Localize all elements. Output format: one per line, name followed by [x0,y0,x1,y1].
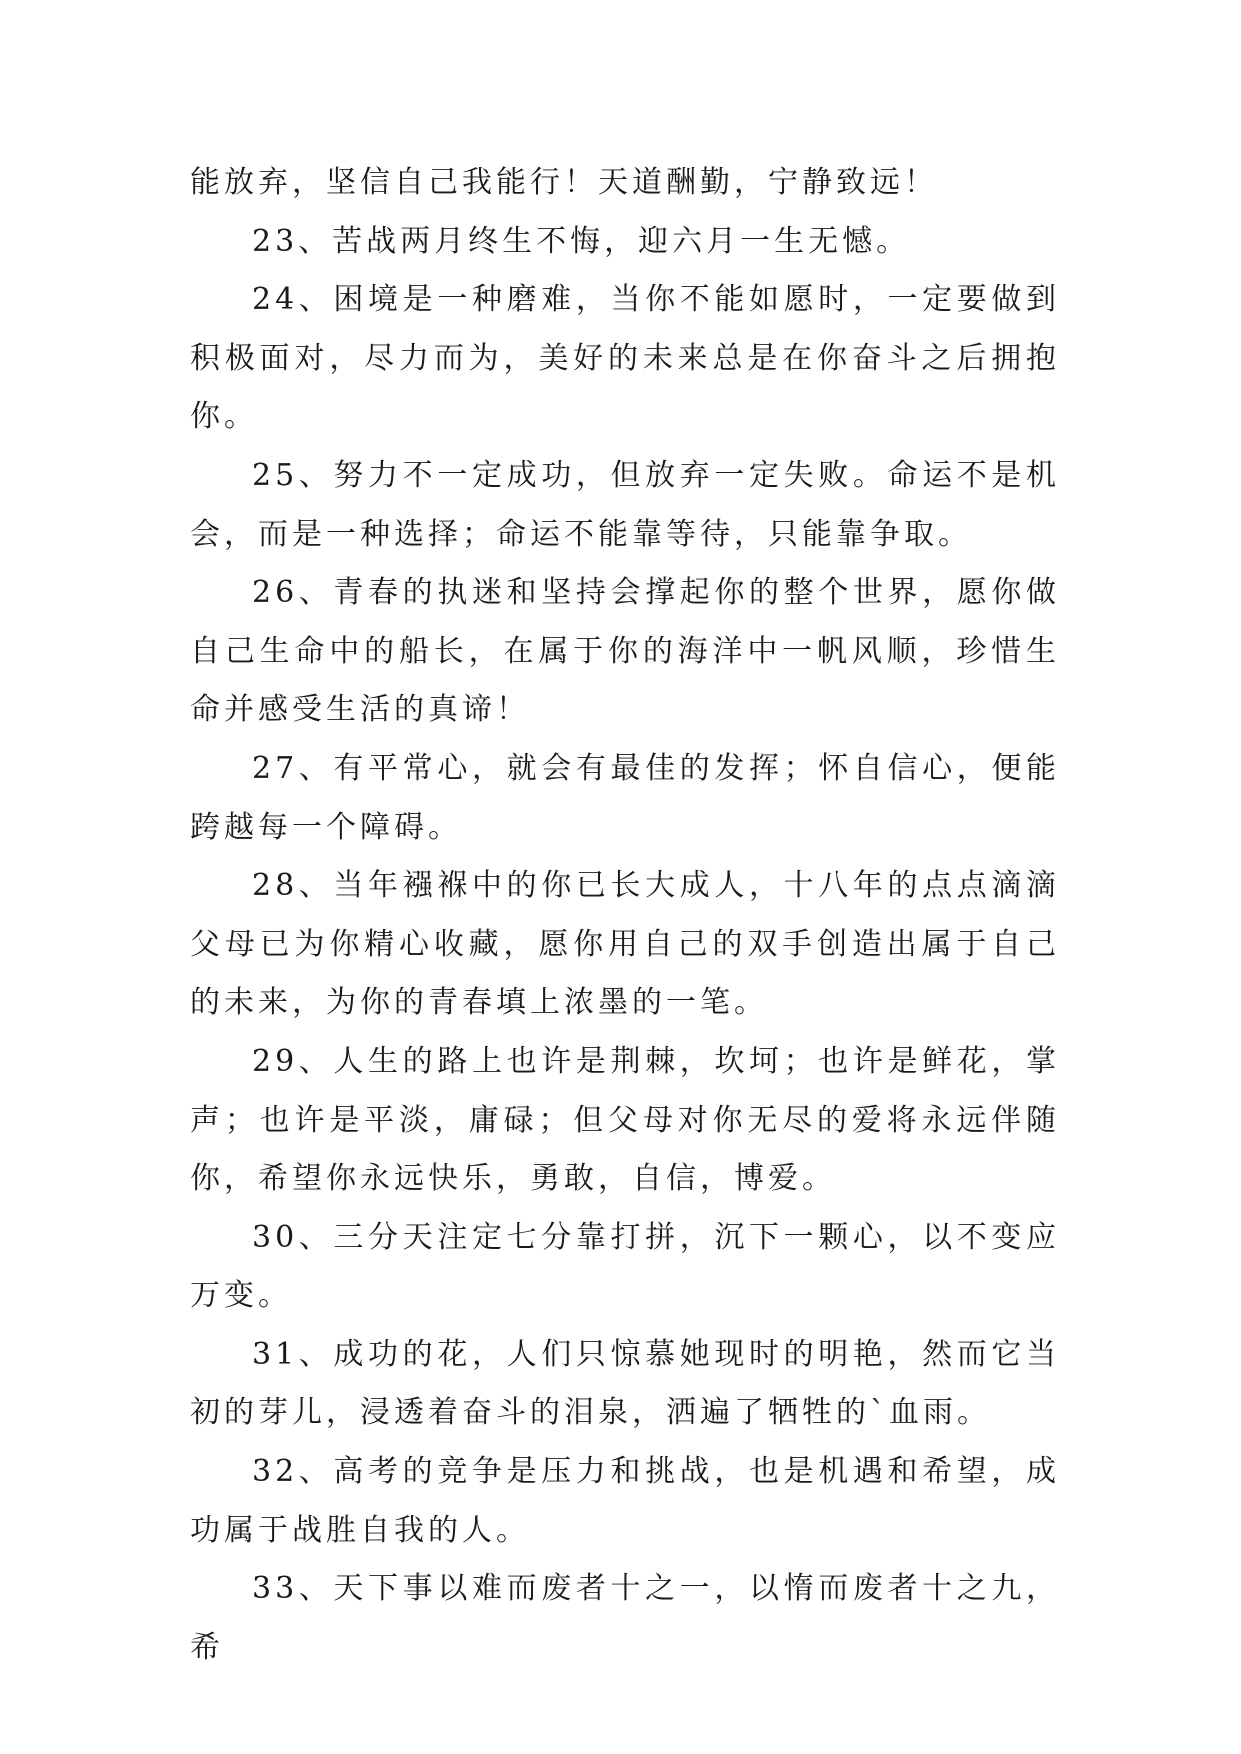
paragraph-29: 29、人生的路上也许是荆棘，坎坷；也许是鲜花，掌声；也许是平淡，庸碌；但父母对你无尽的爱将永远伴随你，希望你永远快乐，勇敢，自信，博爱。 [190,1043,1060,1197]
document-body [190,154,1060,1677]
paragraph-continued: 能放弃，坚信自己我能行！天道酬勤，宁静致远！ [190,165,938,200]
paragraph-28: 28、当年襁褓中的你已长大成人，十八年的点点滴滴父母已为你精心收藏，愿你用自己的双手创造出属于自己的未来，为你的青春填上浓墨的一笔。 [190,868,1060,1021]
paragraph-30: 30、三分天注定七分靠打拼，沉下一颗心，以不变应万变。 [190,1219,1060,1314]
paragraph-32: 32、高考的竞争是压力和挑战，也是机遇和希望，成功属于战胜自我的人。 [190,1454,1060,1548]
paragraph-33: 33、天下事以难而废者十之一，以惰而废者十之九，希 [190,1571,1060,1665]
paragraph-23: 23、苦战两月终生不悔，迎六月一生无憾。 [252,223,911,259]
paragraph-24: 24、困境是一种磨难，当你不能如愿时，一定要做到积极面对，尽力而为，美好的未来总是在你奋斗之后拥抱你。 [190,282,1060,435]
paragraph-31: 31、成功的花，人们只惊慕她现时的明艳，然而它当初的芽儿，浸透着奋斗的泪泉，洒遍了牺牲的`血雨。 [190,1336,1060,1431]
paragraph-25: 25、努力不一定成功，但放弃一定失败。命运不是机会，而是一种选择；命运不能靠等待，只能靠争取。 [190,457,1060,552]
paragraph-27: 27、有平常心，就会有最佳的发挥；怀自信心，便能跨越每一个障碍。 [190,750,1060,845]
paragraph-26: 26、青春的执迷和坚持会撑起你的整个世界，愿你做自己生命中的船长，在属于你的海洋中一帆风顺，珍惜生命并感受生活的真谛！ [190,575,1060,728]
